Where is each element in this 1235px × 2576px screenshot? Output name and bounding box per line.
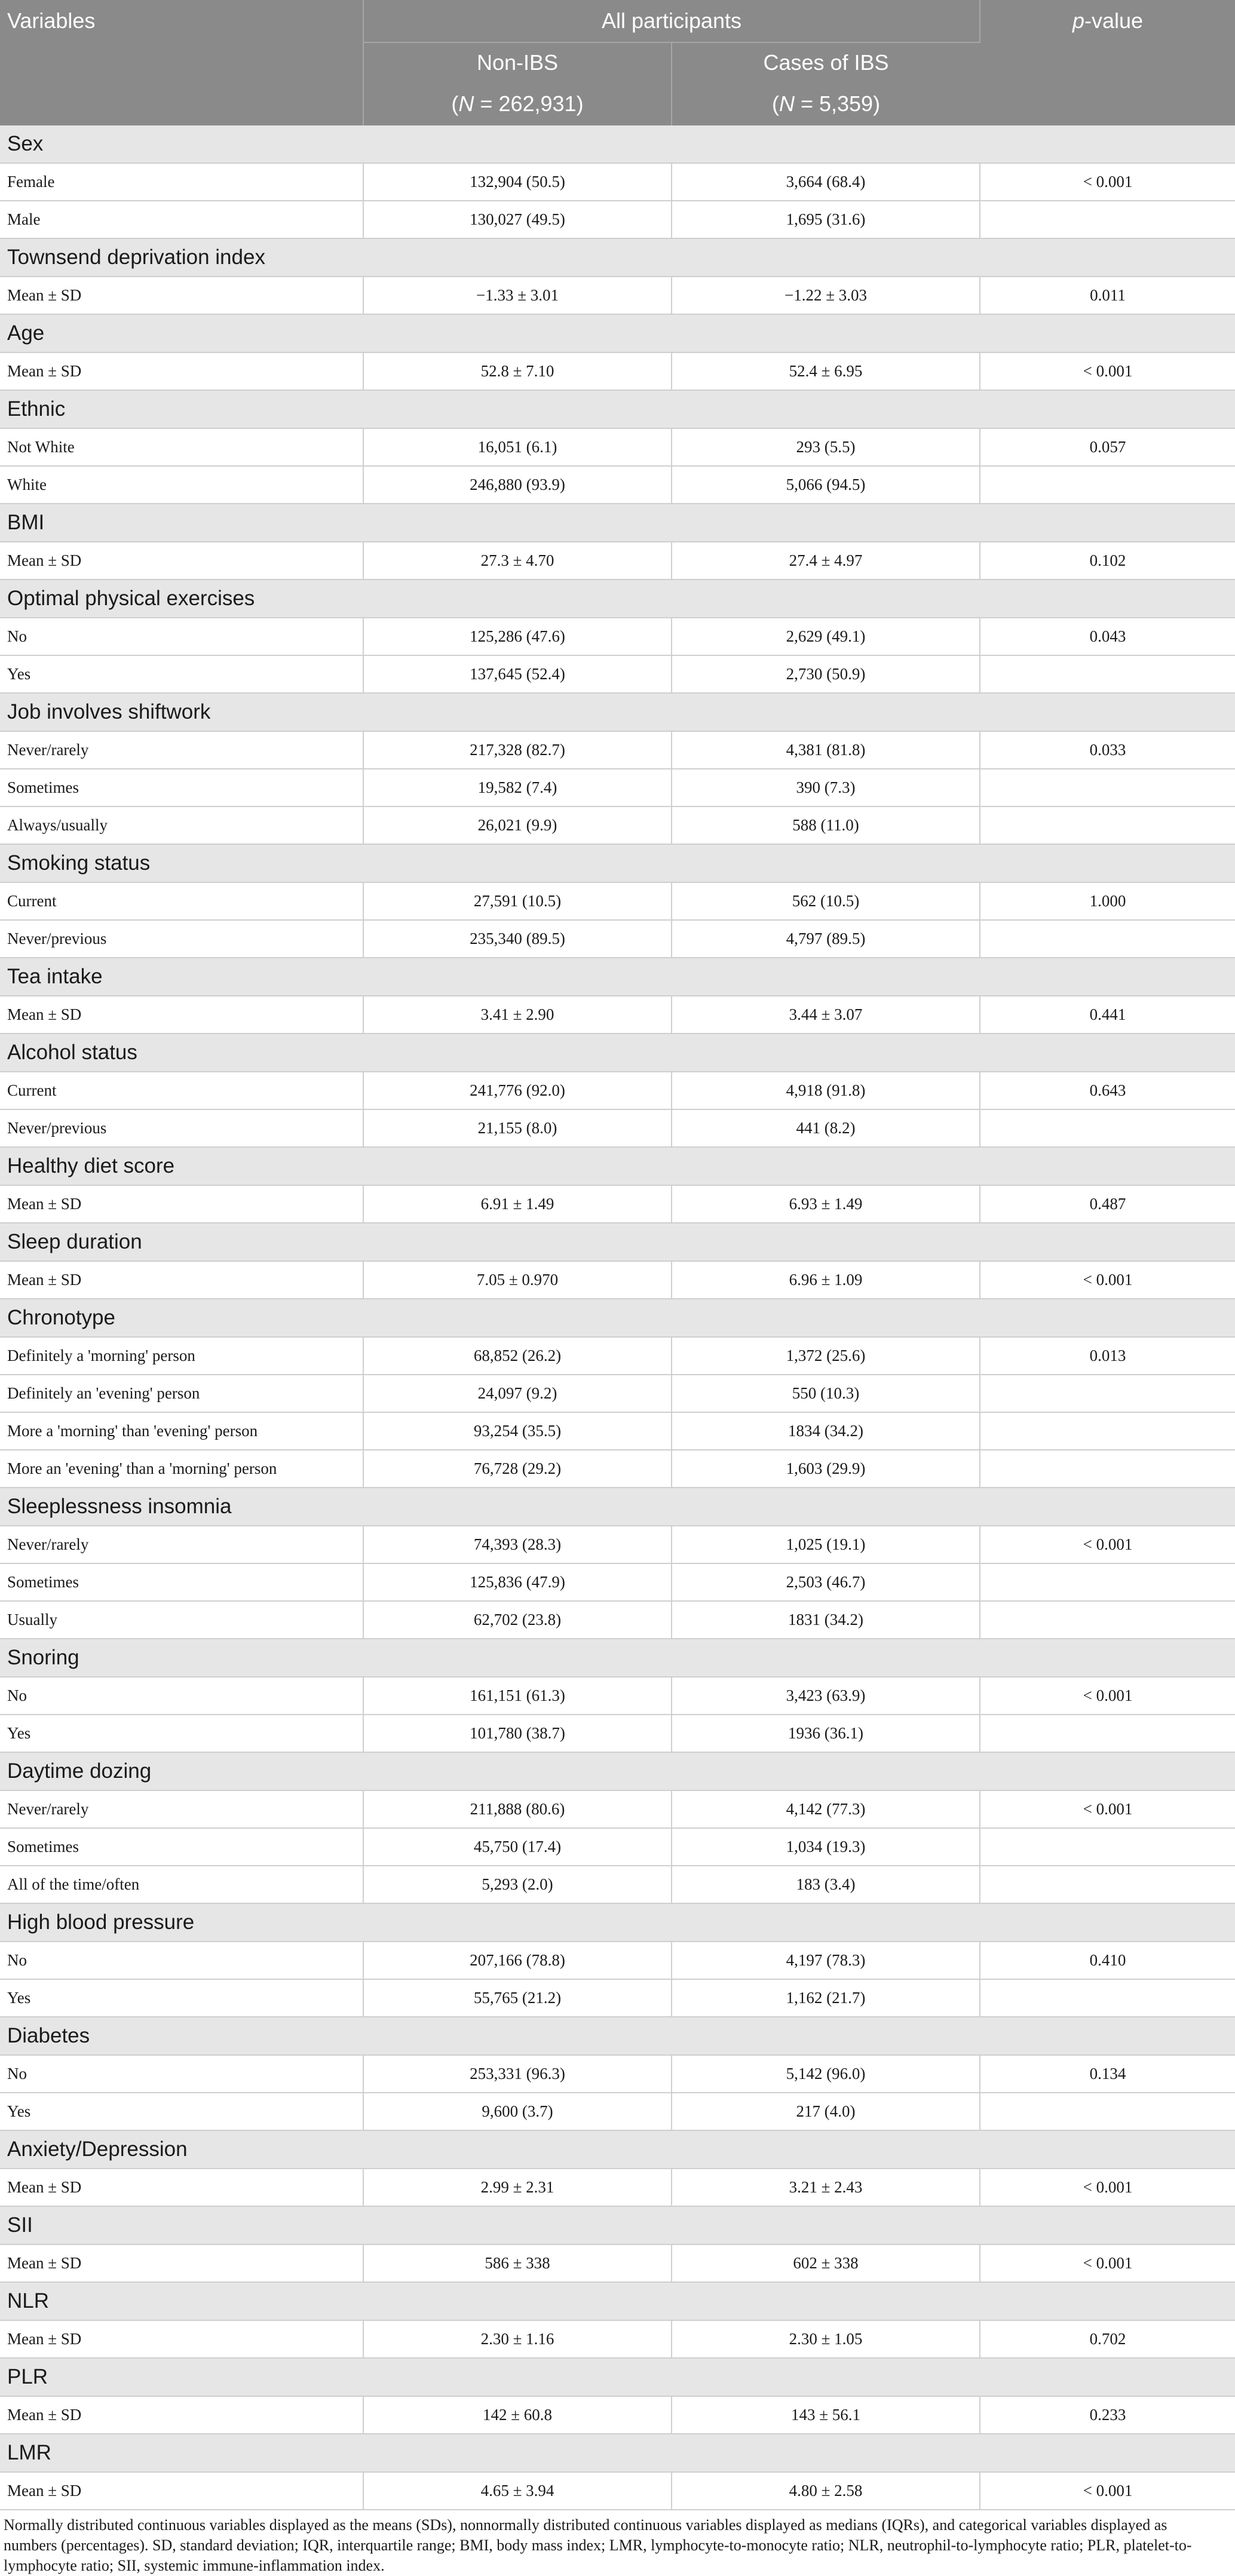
cases-n-var: N xyxy=(779,91,795,116)
ibs-value: 2,629 (49.1) xyxy=(672,618,980,655)
non-ibs-value: 26,021 (9.9) xyxy=(363,806,672,844)
ibs-value: 27.4 ± 4.97 xyxy=(672,542,980,579)
non-ibs-value: 93,254 (35.5) xyxy=(363,1412,672,1450)
non-ibs-value: 5,293 (2.0) xyxy=(363,1866,672,1903)
ibs-value: 588 (11.0) xyxy=(672,806,980,844)
non-ibs-value: 130,027 (49.5) xyxy=(363,201,672,238)
non-ibs-value: 4.65 ± 3.94 xyxy=(363,2472,672,2510)
p-value: < 0.001 xyxy=(980,352,1235,390)
ibs-value: 1,603 (29.9) xyxy=(672,1450,980,1488)
table-row xyxy=(0,1866,1235,1903)
section-header-row xyxy=(0,2434,1235,2472)
p-value-italic: p xyxy=(1072,8,1084,33)
row-label: Mean ± SD xyxy=(0,352,363,390)
all-participants-header: All participants xyxy=(363,0,980,42)
table-row xyxy=(0,1072,1235,1109)
non-ibs-value: 9,600 (3.7) xyxy=(363,2093,672,2130)
table-row xyxy=(0,466,1235,504)
table-row xyxy=(0,1109,1235,1147)
non-ibs-value: 142 ± 60.8 xyxy=(363,2396,672,2434)
non-ibs-value: 74,393 (28.3) xyxy=(363,1526,672,1563)
ibs-value: 2,503 (46.7) xyxy=(672,1563,980,1601)
table-row xyxy=(0,2244,1235,2282)
section-header-row xyxy=(0,1752,1235,1790)
p-value: < 0.001 xyxy=(980,2472,1235,2510)
section-title: Alcohol status xyxy=(0,1034,1235,1072)
non-ibs-value: 137,645 (52.4) xyxy=(363,655,672,693)
section-header-row xyxy=(0,2017,1235,2055)
table-row xyxy=(0,1412,1235,1450)
section-title: Sleep duration xyxy=(0,1223,1235,1261)
table-row xyxy=(0,1261,1235,1299)
ibs-value: 602 ± 338 xyxy=(672,2244,980,2282)
non-ibs-header: Non-IBS xyxy=(363,42,672,82)
ibs-value: 143 ± 56.1 xyxy=(672,2396,980,2434)
non-ibs-n-header xyxy=(363,82,672,125)
row-label: Mean ± SD xyxy=(0,2244,363,2282)
row-label: Mean ± SD xyxy=(0,2320,363,2358)
section-title: Snoring xyxy=(0,1639,1235,1677)
p-value xyxy=(980,769,1235,806)
non-ibs-value: 235,340 (89.5) xyxy=(363,920,672,958)
section-title: Healthy diet score xyxy=(0,1147,1235,1185)
ibs-value: 4,381 (81.8) xyxy=(672,731,980,769)
cases-n-rest: = 5,359) xyxy=(794,91,881,116)
table-row xyxy=(0,542,1235,579)
row-label: No xyxy=(0,2055,363,2093)
section-title: Optimal physical exercises xyxy=(0,579,1235,618)
section-title: High blood pressure xyxy=(0,1903,1235,1942)
ibs-value: 390 (7.3) xyxy=(672,769,980,806)
non-ibs-value: 586 ± 338 xyxy=(363,2244,672,2282)
row-label: Yes xyxy=(0,2093,363,2130)
section-header-row xyxy=(0,1147,1235,1185)
ibs-value: 562 (10.5) xyxy=(672,882,980,920)
non-ibs-value: 217,328 (82.7) xyxy=(363,731,672,769)
non-ibs-value: 2.30 ± 1.16 xyxy=(363,2320,672,2358)
p-value xyxy=(980,655,1235,693)
p-value xyxy=(980,201,1235,238)
row-label: Never/rarely xyxy=(0,731,363,769)
row-label: No xyxy=(0,1942,363,1979)
table-row xyxy=(0,201,1235,238)
table-row xyxy=(0,1715,1235,1752)
ibs-value: 3,664 (68.4) xyxy=(672,163,980,201)
row-label: Male xyxy=(0,201,363,238)
section-title: Chronotype xyxy=(0,1299,1235,1337)
row-label: Yes xyxy=(0,655,363,693)
ibs-value: −1.22 ± 3.03 xyxy=(672,277,980,314)
section-title: BMI xyxy=(0,504,1235,542)
row-label: Female xyxy=(0,163,363,201)
cases-n-header xyxy=(672,82,980,125)
row-label: More an 'evening' than a 'morning' person xyxy=(0,1450,363,1488)
p-value: 0.643 xyxy=(980,1072,1235,1109)
ibs-value: 3,423 (63.9) xyxy=(672,1677,980,1715)
row-label: Never/rarely xyxy=(0,1526,363,1563)
p-value xyxy=(980,1375,1235,1412)
row-label: Current xyxy=(0,882,363,920)
section-header-row xyxy=(0,844,1235,882)
section-header-row xyxy=(0,125,1235,163)
row-label: Definitely an 'evening' person xyxy=(0,1375,363,1412)
section-header-row xyxy=(0,2358,1235,2396)
section-title: Anxiety/Depression xyxy=(0,2130,1235,2169)
table-row xyxy=(0,1979,1235,2017)
ibs-value: 1831 (34.2) xyxy=(672,1601,980,1639)
non-ibs-value: 45,750 (17.4) xyxy=(363,1828,672,1866)
row-label: Usually xyxy=(0,1601,363,1639)
ibs-value: 3.44 ± 3.07 xyxy=(672,996,980,1034)
table-row xyxy=(0,1185,1235,1223)
row-label: No xyxy=(0,1677,363,1715)
ibs-value: 52.4 ± 6.95 xyxy=(672,352,980,390)
table-row xyxy=(0,1526,1235,1563)
row-label: More a 'morning' than 'evening' person xyxy=(0,1412,363,1450)
table-row xyxy=(0,1563,1235,1601)
non-ibs-value: 161,151 (61.3) xyxy=(363,1677,672,1715)
p-value xyxy=(980,1450,1235,1488)
ibs-value: 441 (8.2) xyxy=(672,1109,980,1147)
p-value: < 0.001 xyxy=(980,1261,1235,1299)
p-value xyxy=(980,1412,1235,1450)
table-row xyxy=(0,618,1235,655)
p-value xyxy=(980,1715,1235,1752)
table-body xyxy=(0,125,1235,2510)
section-title: Daytime dozing xyxy=(0,1752,1235,1790)
table-header xyxy=(0,0,1235,125)
non-ibs-value: 19,582 (7.4) xyxy=(363,769,672,806)
table-row xyxy=(0,1942,1235,1979)
row-label: Mean ± SD xyxy=(0,1261,363,1299)
ibs-value: 2.30 ± 1.05 xyxy=(672,2320,980,2358)
ibs-value: 3.21 ± 2.43 xyxy=(672,2169,980,2206)
ibs-value: 6.96 ± 1.09 xyxy=(672,1261,980,1299)
non-ibs-value: 246,880 (93.9) xyxy=(363,466,672,504)
p-value: 0.410 xyxy=(980,1942,1235,1979)
table-footnote: Normally distributed continuous variables displayed as the means (SDs), nonnormally distributed continuous variables displayed as medians (IQRs), and categorical variables displayed as numbers (percentages). SD, standard deviation; IQR, interquartile range; BMI, body mass index; LMR, lymphocyte-to-monocyte ratio; NLR, neutrophil-to-lymphocyte ratio; PLR, platelet-to-lymphocyte ratio; SII, systemic immune-inflammation index. xyxy=(4,2516,1192,2574)
section-header-row xyxy=(0,2282,1235,2320)
row-label: Current xyxy=(0,1072,363,1109)
p-value-header xyxy=(980,0,1235,125)
non-ibs-value: 207,166 (78.8) xyxy=(363,1942,672,1979)
p-value: < 0.001 xyxy=(980,2244,1235,2282)
ibs-value: 217 (4.0) xyxy=(672,2093,980,2130)
p-value xyxy=(980,806,1235,844)
p-value: 0.043 xyxy=(980,618,1235,655)
ibs-value: 1,695 (31.6) xyxy=(672,201,980,238)
non-ibs-value: 27.3 ± 4.70 xyxy=(363,542,672,579)
section-title: Job involves shiftwork xyxy=(0,693,1235,731)
row-label: Never/previous xyxy=(0,920,363,958)
ibs-value: 5,066 (94.5) xyxy=(672,466,980,504)
p-value: 1.000 xyxy=(980,882,1235,920)
row-label: Not White xyxy=(0,428,363,466)
table-row xyxy=(0,2396,1235,2434)
section-header-row xyxy=(0,1299,1235,1337)
table-row xyxy=(0,1677,1235,1715)
section-header-row xyxy=(0,579,1235,618)
section-header-row xyxy=(0,1034,1235,1072)
non-ibs-value: 24,097 (9.2) xyxy=(363,1375,672,1412)
section-title: NLR xyxy=(0,2282,1235,2320)
variables-header: Variables xyxy=(0,0,363,125)
table-row xyxy=(0,655,1235,693)
p-value: 0.102 xyxy=(980,542,1235,579)
non-ibs-value: 211,888 (80.6) xyxy=(363,1790,672,1828)
section-title: Sex xyxy=(0,125,1235,163)
row-label: Mean ± SD xyxy=(0,2396,363,2434)
p-value xyxy=(980,1109,1235,1147)
row-label: Mean ± SD xyxy=(0,996,363,1034)
section-header-row xyxy=(0,1223,1235,1261)
ibs-value: 4,797 (89.5) xyxy=(672,920,980,958)
p-value xyxy=(980,1828,1235,1866)
ibs-value: 1834 (34.2) xyxy=(672,1412,980,1450)
table-row xyxy=(0,2169,1235,2206)
section-header-row xyxy=(0,2206,1235,2244)
section-title: Smoking status xyxy=(0,844,1235,882)
p-value: < 0.001 xyxy=(980,163,1235,201)
table-row xyxy=(0,277,1235,314)
p-value: 0.233 xyxy=(980,2396,1235,2434)
table-row xyxy=(0,996,1235,1034)
ibs-value: 183 (3.4) xyxy=(672,1866,980,1903)
row-label: Never/previous xyxy=(0,1109,363,1147)
section-title: Tea intake xyxy=(0,958,1235,996)
table-row xyxy=(0,163,1235,201)
non-ibs-value: 125,286 (47.6) xyxy=(363,618,672,655)
p-value: 0.057 xyxy=(980,428,1235,466)
table-row xyxy=(0,1601,1235,1639)
ibs-value: 1,034 (19.3) xyxy=(672,1828,980,1866)
non-ibs-value: 76,728 (29.2) xyxy=(363,1450,672,1488)
p-value xyxy=(980,2093,1235,2130)
non-ibs-value: 16,051 (6.1) xyxy=(363,428,672,466)
non-ibs-n-rest: = 262,931) xyxy=(474,91,584,116)
row-label: Mean ± SD xyxy=(0,2169,363,2206)
section-header-row xyxy=(0,693,1235,731)
p-value: < 0.001 xyxy=(980,1790,1235,1828)
p-value: 0.134 xyxy=(980,2055,1235,2093)
section-header-row xyxy=(0,958,1235,996)
p-value: 0.702 xyxy=(980,2320,1235,2358)
section-title: SII xyxy=(0,2206,1235,2244)
p-value-suffix: -value xyxy=(1084,8,1144,33)
non-ibs-value: 6.91 ± 1.49 xyxy=(363,1185,672,1223)
p-value: 0.441 xyxy=(980,996,1235,1034)
table-row xyxy=(0,731,1235,769)
non-ibs-value: 21,155 (8.0) xyxy=(363,1109,672,1147)
non-ibs-n-var: N xyxy=(458,91,474,116)
row-label: Mean ± SD xyxy=(0,277,363,314)
non-ibs-value: 241,776 (92.0) xyxy=(363,1072,672,1109)
p-value xyxy=(980,1866,1235,1903)
p-value xyxy=(980,1601,1235,1639)
section-header-row xyxy=(0,1903,1235,1942)
row-label: Sometimes xyxy=(0,1563,363,1601)
ibs-value: 1,162 (21.7) xyxy=(672,1979,980,2017)
table-row xyxy=(0,2093,1235,2130)
section-title: PLR xyxy=(0,2358,1235,2396)
table-row xyxy=(0,428,1235,466)
section-header-row xyxy=(0,314,1235,352)
section-header-row xyxy=(0,1639,1235,1677)
row-label: White xyxy=(0,466,363,504)
table-row xyxy=(0,2320,1235,2358)
section-header-row xyxy=(0,504,1235,542)
ibs-value: 2,730 (50.9) xyxy=(672,655,980,693)
section-title: Sleeplessness insomnia xyxy=(0,1488,1235,1526)
non-ibs-value: 68,852 (26.2) xyxy=(363,1337,672,1375)
non-ibs-value: 132,904 (50.5) xyxy=(363,163,672,201)
p-value: 0.487 xyxy=(980,1185,1235,1223)
row-label: Yes xyxy=(0,1979,363,2017)
ibs-value: 4,197 (78.3) xyxy=(672,1942,980,1979)
table-row xyxy=(0,806,1235,844)
row-label: Definitely a 'morning' person xyxy=(0,1337,363,1375)
table-row xyxy=(0,1790,1235,1828)
p-value: 0.033 xyxy=(980,731,1235,769)
section-header-row xyxy=(0,2130,1235,2169)
section-title: Diabetes xyxy=(0,2017,1235,2055)
section-title: LMR xyxy=(0,2434,1235,2472)
p-value: < 0.001 xyxy=(980,1526,1235,1563)
table-row xyxy=(0,1828,1235,1866)
table-row xyxy=(0,920,1235,958)
row-label: Never/rarely xyxy=(0,1790,363,1828)
table-row xyxy=(0,769,1235,806)
p-value xyxy=(980,920,1235,958)
non-ibs-value: 55,765 (21.2) xyxy=(363,1979,672,2017)
section-title: Ethnic xyxy=(0,390,1235,428)
table-row xyxy=(0,1450,1235,1488)
row-label: No xyxy=(0,618,363,655)
ibs-value: 4.80 ± 2.58 xyxy=(672,2472,980,2510)
ibs-value: 1936 (36.1) xyxy=(672,1715,980,1752)
non-ibs-value: 52.8 ± 7.10 xyxy=(363,352,672,390)
non-ibs-value: 101,780 (38.7) xyxy=(363,1715,672,1752)
table-row xyxy=(0,352,1235,390)
cases-ibs-header: Cases of IBS xyxy=(672,42,980,82)
p-value: < 0.001 xyxy=(980,2169,1235,2206)
non-ibs-n-open: ( xyxy=(451,91,459,116)
ibs-value: 5,142 (96.0) xyxy=(672,2055,980,2093)
non-ibs-value: −1.33 ± 3.01 xyxy=(363,277,672,314)
section-header-row xyxy=(0,390,1235,428)
p-value xyxy=(980,466,1235,504)
table-row xyxy=(0,1337,1235,1375)
ibs-value: 4,918 (91.8) xyxy=(672,1072,980,1109)
ibs-value: 6.93 ± 1.49 xyxy=(672,1185,980,1223)
non-ibs-value: 62,702 (23.8) xyxy=(363,1601,672,1639)
table-row xyxy=(0,882,1235,920)
section-title: Age xyxy=(0,314,1235,352)
non-ibs-value: 125,836 (47.9) xyxy=(363,1563,672,1601)
p-value: 0.011 xyxy=(980,277,1235,314)
row-label: Sometimes xyxy=(0,769,363,806)
non-ibs-value: 7.05 ± 0.970 xyxy=(363,1261,672,1299)
section-header-row xyxy=(0,238,1235,277)
table-row xyxy=(0,2055,1235,2093)
p-value: < 0.001 xyxy=(980,1677,1235,1715)
p-value xyxy=(980,1563,1235,1601)
ibs-value: 1,025 (19.1) xyxy=(672,1526,980,1563)
section-header-row xyxy=(0,1488,1235,1526)
non-ibs-value: 253,331 (96.3) xyxy=(363,2055,672,2093)
row-label: Sometimes xyxy=(0,1828,363,1866)
cases-n-open: ( xyxy=(771,91,779,116)
table-row xyxy=(0,1375,1235,1412)
non-ibs-value: 3.41 ± 2.90 xyxy=(363,996,672,1034)
row-label: Always/usually xyxy=(0,806,363,844)
ibs-value: 293 (5.5) xyxy=(672,428,980,466)
ibs-value: 4,142 (77.3) xyxy=(672,1790,980,1828)
row-label: Yes xyxy=(0,1715,363,1752)
p-value: 0.013 xyxy=(980,1337,1235,1375)
ibs-value: 550 (10.3) xyxy=(672,1375,980,1412)
row-label: Mean ± SD xyxy=(0,2472,363,2510)
row-label: Mean ± SD xyxy=(0,1185,363,1223)
ibs-value: 1,372 (25.6) xyxy=(672,1337,980,1375)
p-value xyxy=(980,1979,1235,2017)
non-ibs-value: 27,591 (10.5) xyxy=(363,882,672,920)
table-row xyxy=(0,2472,1235,2510)
row-label: Mean ± SD xyxy=(0,542,363,579)
row-label: All of the time/often xyxy=(0,1866,363,1903)
non-ibs-value: 2.99 ± 2.31 xyxy=(363,2169,672,2206)
section-title: Townsend deprivation index xyxy=(0,238,1235,277)
